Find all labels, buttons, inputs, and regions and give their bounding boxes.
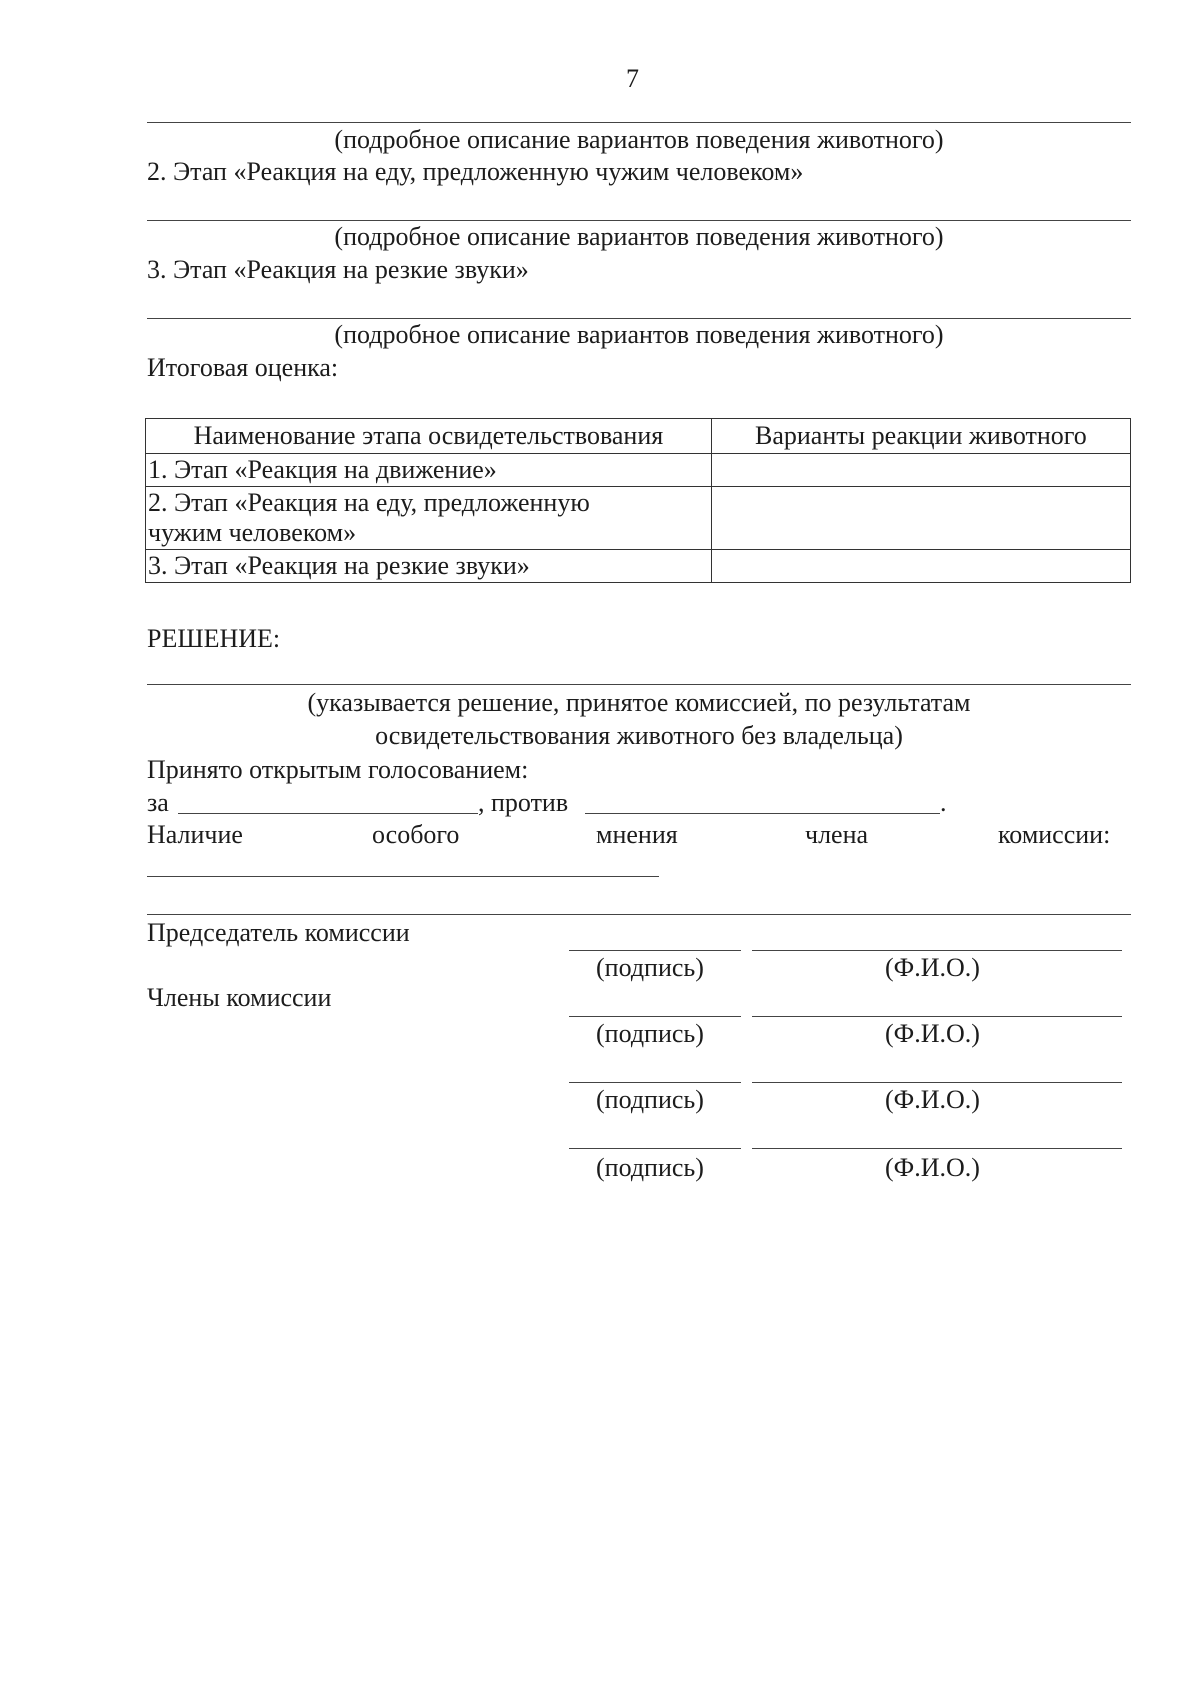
table-cell-stage: 1. Этап «Реакция на движение» [146, 454, 712, 487]
vote-against-line [585, 813, 940, 814]
stage3-heading: 3. Этап «Реакция на резкие звуки» [147, 255, 529, 284]
page-number: 7 [626, 64, 639, 93]
assessment-table [145, 418, 1131, 583]
table-cell-reaction [711, 454, 1130, 487]
opinion-line-short [147, 876, 659, 877]
table-cell-stage [146, 487, 712, 550]
signature-line [569, 1148, 741, 1149]
opinion-word: комиссии: [998, 820, 1111, 849]
stage3-answer-line [147, 318, 1131, 319]
table-row [146, 487, 1131, 550]
name-caption: (Ф.И.О.) [885, 1019, 980, 1048]
decision-note-line1: (указывается решение, принятое комиссией, по результатам [307, 688, 971, 717]
opinion-word: особого [372, 820, 460, 849]
stage1-answer-line [147, 122, 1131, 123]
table-row [146, 454, 1131, 487]
opinion-word: мнения [596, 820, 678, 849]
table-header-row [146, 419, 1131, 454]
vote-label: Принято открытым голосованием: [147, 755, 529, 784]
table-header-stage: Наименование этапа освидетельствования [146, 419, 712, 454]
total-assessment-label: Итоговая оценка: [147, 353, 339, 382]
vote-for-label: за [147, 788, 169, 817]
name-line [752, 950, 1122, 951]
chairman-label: Председатель комиссии [147, 918, 410, 947]
signature-caption: (подпись) [596, 1019, 704, 1048]
stage1-note: (подробное описание вариантов поведения животного) [334, 125, 944, 154]
signature-caption: (подпись) [596, 1085, 704, 1114]
vote-period: . [940, 788, 947, 817]
decision-answer-line [147, 684, 1131, 685]
name-line [752, 1016, 1122, 1017]
opinion-line-full [147, 914, 1131, 915]
table-cell-reaction [711, 487, 1130, 550]
signature-line [569, 1082, 741, 1083]
vote-against-label: , против [478, 788, 569, 817]
table-cell-stage-text: 2. Этап «Реакция на еду, предложенную чужим человеком» [148, 488, 590, 547]
stage3-note: (подробное описание вариантов поведения животного) [334, 320, 944, 349]
name-line [752, 1082, 1122, 1083]
decision-note-line2: освидетельствования животного без владельца) [375, 721, 903, 750]
vote-for-line [178, 813, 478, 814]
name-line [752, 1148, 1122, 1149]
name-caption: (Ф.И.О.) [885, 1153, 980, 1182]
signature-line [569, 1016, 741, 1017]
table-cell-stage: 3. Этап «Реакция на резкие звуки» [146, 550, 712, 583]
stage2-note: (подробное описание вариантов поведения животного) [334, 222, 944, 251]
signature-caption: (подпись) [596, 953, 704, 982]
name-caption: (Ф.И.О.) [885, 1085, 980, 1114]
opinion-word: Наличие [147, 820, 243, 849]
opinion-word: члена [805, 820, 869, 849]
stage2-heading: 2. Этап «Реакция на еду, предложенную чужим человеком» [147, 157, 804, 186]
table-header-reaction: Варианты реакции животного [711, 419, 1130, 454]
table-cell-reaction [711, 550, 1130, 583]
stage2-answer-line [147, 220, 1131, 221]
signature-caption: (подпись) [596, 1153, 704, 1182]
members-label: Члены комиссии [147, 983, 332, 1012]
signature-line [569, 950, 741, 951]
decision-heading: РЕШЕНИЕ: [147, 624, 281, 653]
name-caption: (Ф.И.О.) [885, 953, 980, 982]
table-row [146, 550, 1131, 583]
